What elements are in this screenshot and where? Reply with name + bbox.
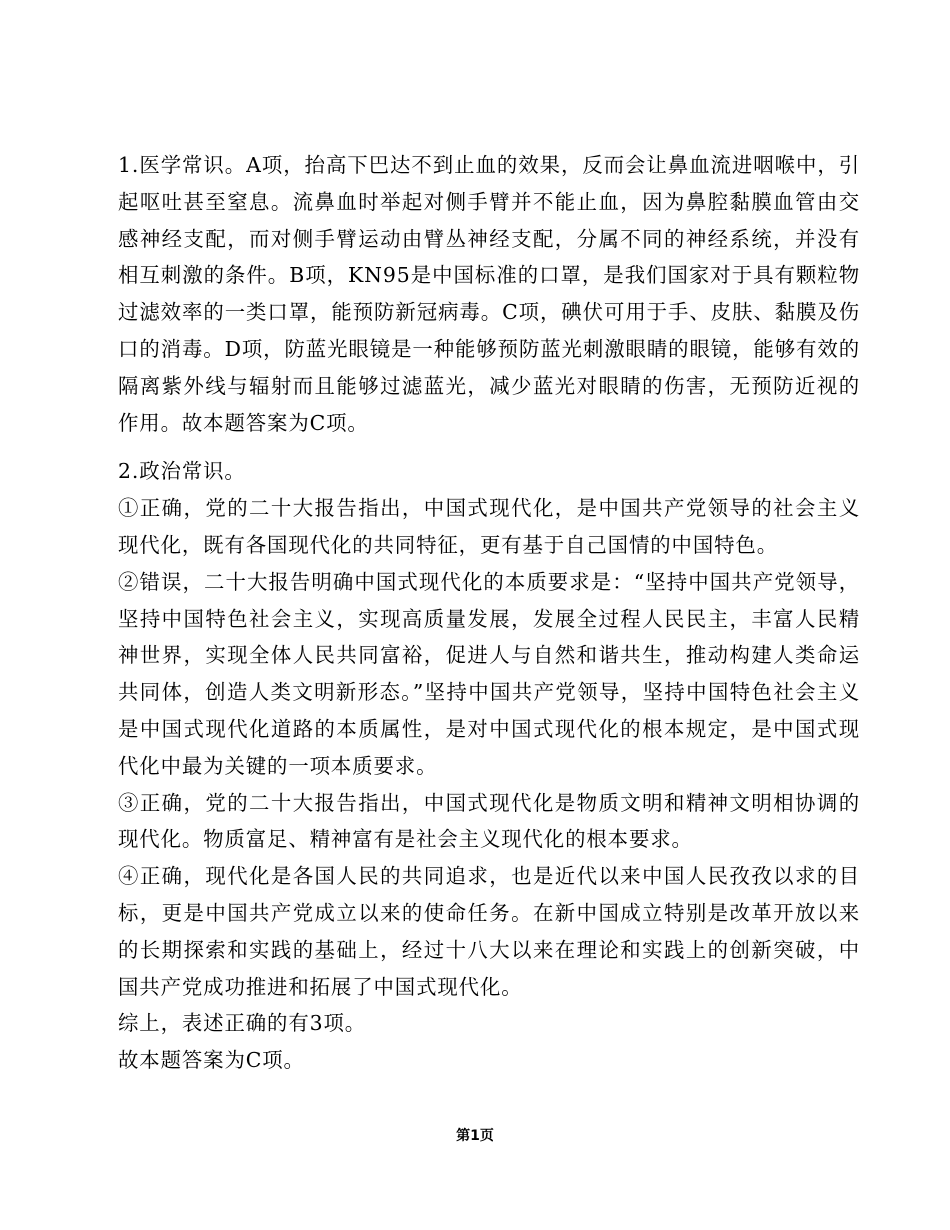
question-2-heading: 2.政治常识。 (118, 459, 246, 484)
question-2-item-4: ④正确，现代化是各国人民的共同追求，也是近代以来中国人民孜孜以求的目标，更是中国共产党成立以来的使命任务。在新中国成立特别是改革开放以来的长期探索和实践的基础上，经过十八大以来在理论和实践上的创新突破，中国共产党成功推进和拓展了中国式现代化。 (118, 864, 860, 999)
question-2-item-1: ①正确，党的二十大报告指出，中国式现代化，是中国共产党领导的社会主义现代化，既有各国现代化的共同特征，更有基于自己国情的中国特色。 (118, 496, 860, 557)
question-1-explanation: 1.医学常识。A项，抬高下巴达不到止血的效果，反而会让鼻血流进咽喉中，引起呕吐甚至窒息。流鼻血时举起对侧手臂并不能止血，因为鼻腔黏膜血管由交感神经支配，而对侧手臂运动由臂丛神经支配，分属不同的神经系统，并没有相互刺激的条件。B项，KN95是中国标准的口罩，是我们国家对于具有颗粒物过滤效率的一类口罩，能预防新冠病毒。C项，碘伏可用于手、皮肤、黏膜及伤口的消毒。D项，防蓝光眼镜是一种能够预防蓝光刺激眼睛的眼镜，能够有效的隔离紫外线与辐射而且能够过滤蓝光，减少蓝光对眼睛的伤害，无预防近视的作用。故本题答案为C项。 (118, 153, 860, 435)
page-number: 第1页 (456, 1128, 494, 1144)
question-2-answer: 故本题答案为C项。 (118, 1048, 305, 1073)
question-2-item-2: ②错误，二十大报告明确中国式现代化的本质要求是：“坚持中国共产党领导，坚持中国特色社会主义，实现高质量发展，发展全过程人民民主，丰富人民精神世界，实现全体人民共同富裕，促进人与自然和谐共生，推动构建人类命运共同体，创造人类文明新形态。”坚持中国共产党领导，坚持中国特色社会主义是中国式现代化道路的本质属性，是对中国式现代化的根本规定，是中国式现代化中最为关键的一项本质要求。 (118, 569, 860, 778)
question-2-summary: 综上，表述正确的有3项。 (118, 1011, 367, 1036)
answer-explanation-body (118, 147, 860, 1079)
question-2-item-3: ③正确，党的二十大报告指出，中国式现代化是物质文明和精神文明相协调的现代化。物质富足、精神富有是社会主义现代化的根本要求。 (118, 790, 860, 852)
